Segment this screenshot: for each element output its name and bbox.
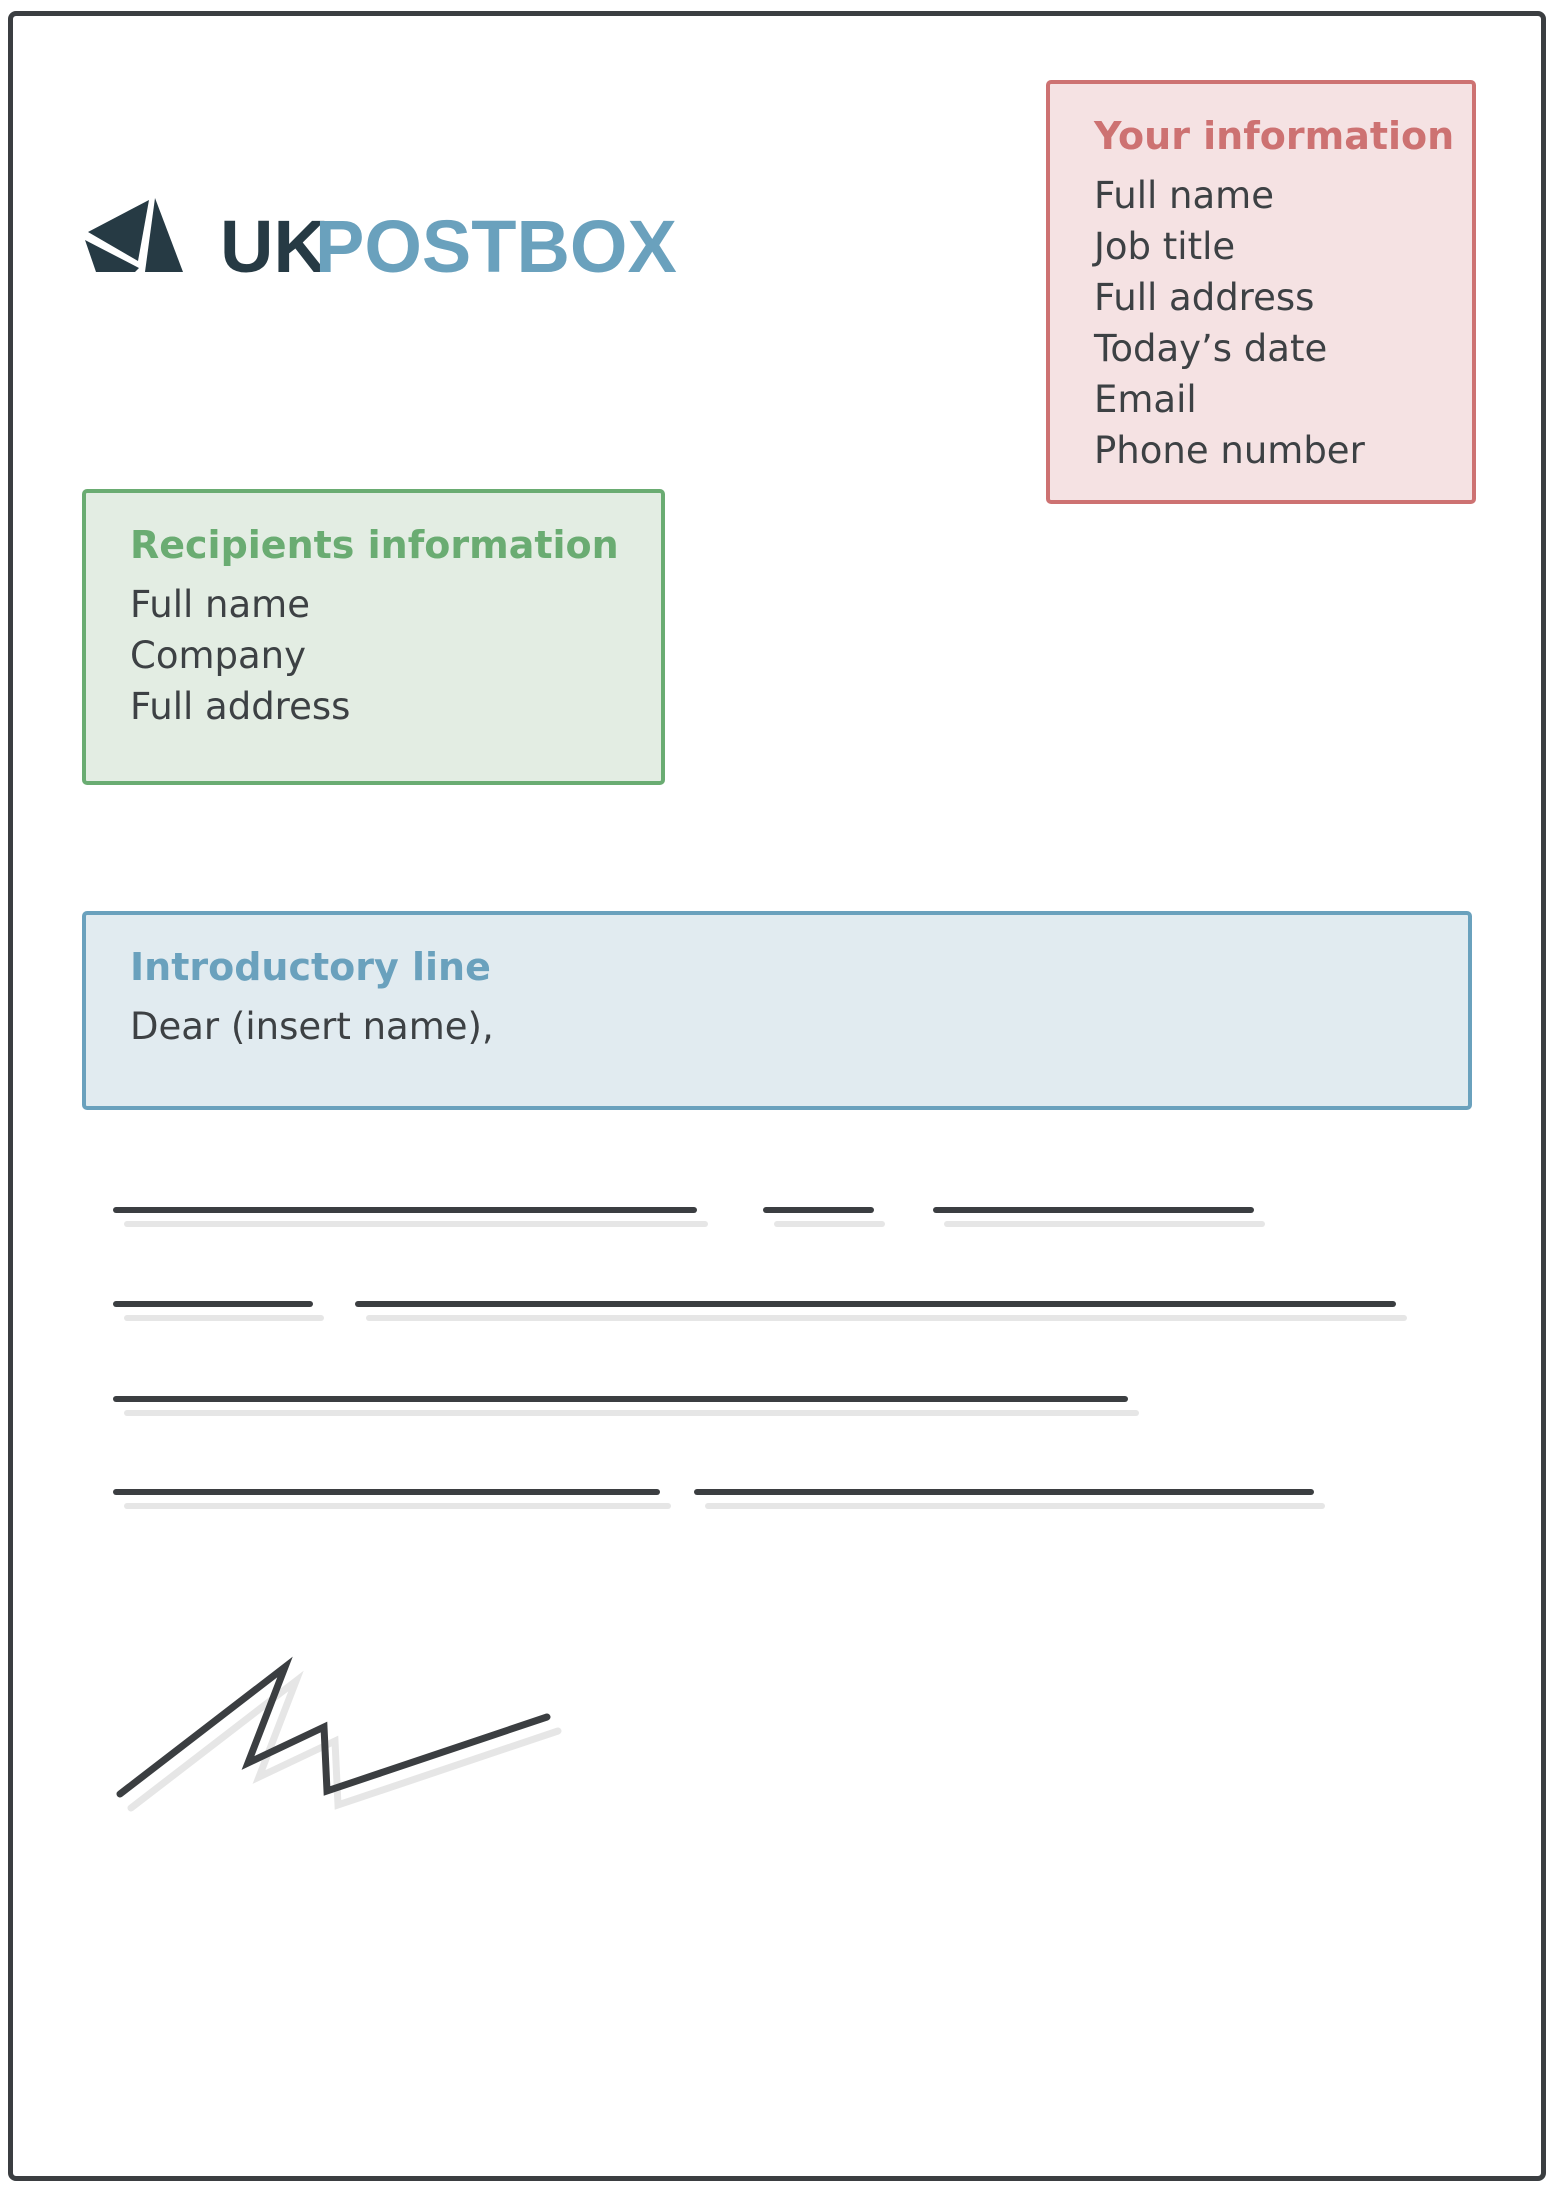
- your-info-line: Job title: [1094, 225, 1236, 268]
- recipient-info-line: Company: [130, 634, 307, 677]
- recipient-info-line: Full address: [130, 685, 351, 728]
- your-information-title: Your information: [1094, 114, 1455, 158]
- your-info-line: Phone number: [1094, 429, 1365, 472]
- logo-text-postbox: POSTBOX: [315, 205, 677, 280]
- your-info-line: Today’s date: [1094, 327, 1328, 370]
- your-info-line: Full address: [1094, 276, 1315, 319]
- recipients-information-title: Recipients information: [130, 523, 619, 567]
- introductory-line-text: Dear (insert name),: [130, 1005, 494, 1048]
- recipient-info-line: Full name: [130, 583, 310, 626]
- your-info-line: Email: [1094, 378, 1197, 421]
- introductory-line-title: Introductory line: [130, 945, 491, 989]
- your-info-line: Full name: [1094, 174, 1274, 217]
- logo-text-uk: UK: [220, 205, 327, 280]
